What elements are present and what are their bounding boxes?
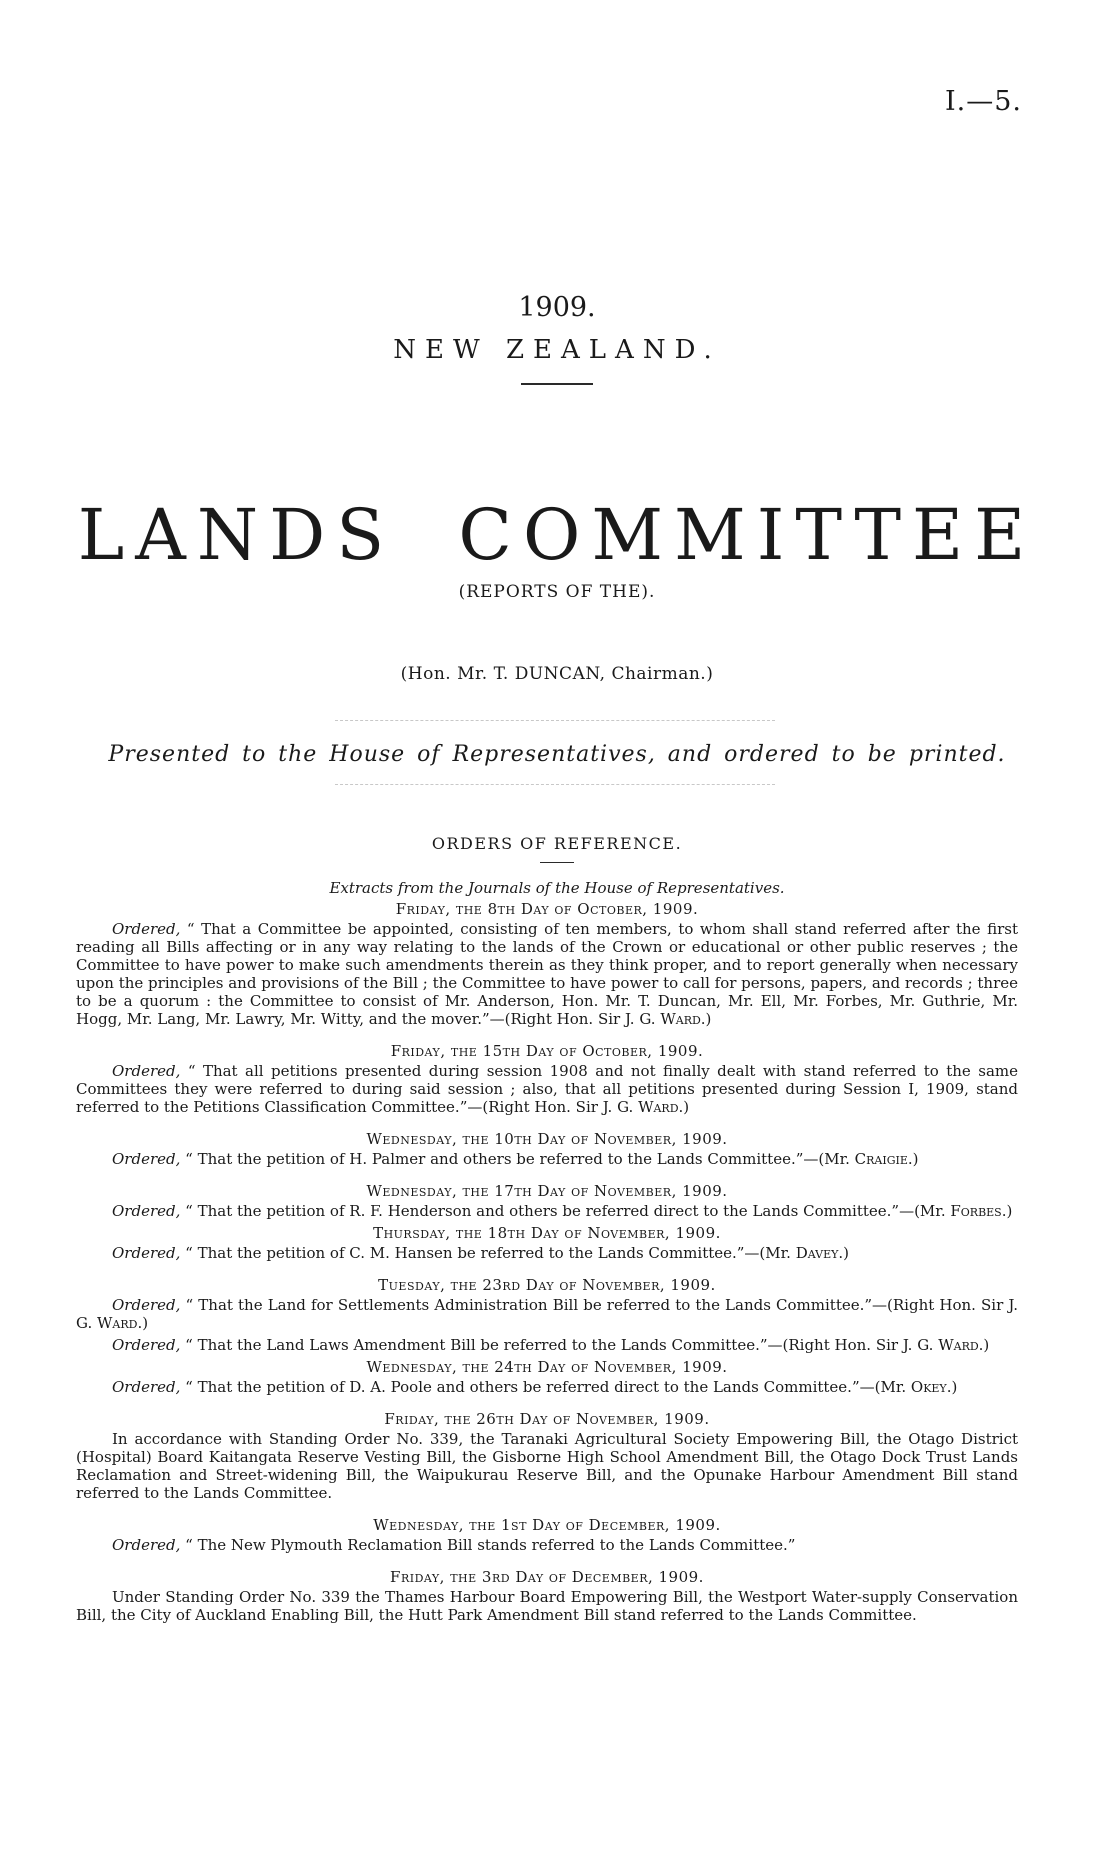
order-entry xyxy=(76,1130,1018,1168)
mover-name: Forbes.) xyxy=(950,1202,1013,1220)
extracts-heading: Extracts from the Journals of the House of Representatives. xyxy=(329,879,785,897)
order-entry xyxy=(76,1276,1018,1354)
entry-date: Wednesday, the 24th Day of November, 1909. xyxy=(366,1358,728,1376)
entry-text: Ordered, “ That all petitions presented during session 1908 and not finally dealt with stand referred to the same Committees they were referred to during said session ; also, that all petitions presented during Session I, 1909, stand referred to the Petitions Classification Committee.”—(Right Hon. Sir J. G. Ward.) xyxy=(76,1062,1018,1116)
entry-text: Ordered, “ That the petition of C. M. Hansen be referred to the Lands Committee.”—(Mr. Davey.) xyxy=(112,1244,849,1262)
order-entry xyxy=(76,1224,1018,1262)
ordered-label: Ordered, xyxy=(112,1062,181,1080)
ordered-label: Ordered, xyxy=(112,1336,181,1354)
mover-name: Davey.) xyxy=(795,1244,849,1262)
divider-rule xyxy=(540,862,574,863)
entry-text: Ordered, “ The New Plymouth Reclamation Bill stands referred to the Lands Committee.” xyxy=(112,1536,796,1554)
ordered-label: Ordered, xyxy=(112,1150,181,1168)
mover-name: Ward.) xyxy=(96,1314,149,1332)
entry-date: Thursday, the 18th Day of November, 1909. xyxy=(373,1224,721,1242)
ordered-label: Ordered, xyxy=(112,920,181,938)
ordered-label: Ordered, xyxy=(112,1244,181,1262)
ordered-label: Ordered, xyxy=(112,1202,181,1220)
mover-name: Okey.) xyxy=(910,1378,958,1396)
order-entry xyxy=(76,1568,1018,1624)
order-entry xyxy=(76,1358,1018,1396)
order-entry xyxy=(76,1042,1018,1116)
entry-date: Friday, the 15th Day of October, 1909. xyxy=(390,1042,704,1060)
mover-name: Ward.) xyxy=(938,1336,990,1354)
page-subtitle: (REPORTS OF THE). xyxy=(458,582,656,602)
page-title: LANDS COMMITTEE xyxy=(77,494,1037,576)
mover-name: Craigie.) xyxy=(854,1150,919,1168)
entry-text: Ordered, “ That the petition of H. Palmer and others be referred to the Lands Committee.”—(Mr. Craigie.) xyxy=(112,1150,919,1168)
chairman-line: (Hon. Mr. T. DUNCAN, Chairman.) xyxy=(400,664,714,684)
entry-date: Wednesday, the 10th Day of November, 1909. xyxy=(366,1130,728,1148)
ordered-label: Ordered, xyxy=(112,1296,181,1314)
entry-text: In accordance with Standing Order No. 339, the Taranaki Agricultural Society Empowering Bill, the Otago District (Hospital) Board Kaitangata Reserve Vesting Bill, the Gisborne High School Amendment Bill, the Otago Dock Trust Lands Reclamation and Street-widening Bill, the Waipukurau Reserve Bill, and the Opunake Harbour Amendment Bill stand referred to the Lands Committee. xyxy=(76,1430,1018,1502)
entry-text: Under Standing Order No. 339 the Thames Harbour Board Empowering Bill, the Westport Water-supply Conservation Bill, the City of Auckland Enabling Bill, the Hutt Park Amendment Bill stand referred to the Lands Committee. xyxy=(76,1588,1018,1624)
page-reference: I.—5. xyxy=(944,86,1022,117)
entry-text: Ordered, “ That the Land for Settlements Administration Bill be referred to the Lands Committee.”—(Right Hon. Sir J. G. Ward.) xyxy=(76,1296,1018,1332)
order-entry xyxy=(76,900,1018,1028)
mover-name: Ward.) xyxy=(660,1010,712,1028)
entry-date: Friday, the 8th Day of October, 1909. xyxy=(395,900,699,918)
entry-text: Ordered, “ That the petition of D. A. Poole and others be referred direct to the Lands Committee.”—(Mr. Okey.) xyxy=(112,1378,958,1396)
divider-rule xyxy=(521,383,593,385)
mover-name: Ward.) xyxy=(638,1098,690,1116)
order-entry xyxy=(76,1182,1018,1220)
entry-date: Tuesday, the 23rd Day of November, 1909. xyxy=(378,1276,716,1294)
entry-text: Ordered, “ That the Land Laws Amendment Bill be referred to the Lands Committee.”—(Right Hon. Sir J. G. Ward.) xyxy=(112,1336,990,1354)
entry-date: Wednesday, the 17th Day of November, 1909. xyxy=(366,1182,728,1200)
country-heading: NEW ZEALAND. xyxy=(393,335,721,365)
entry-date: Friday, the 26th Day of November, 1909. xyxy=(384,1410,710,1428)
order-entry xyxy=(76,1516,1018,1554)
orders-list xyxy=(76,900,1018,1638)
ordered-label: Ordered, xyxy=(112,1536,181,1554)
report-year: 1909. xyxy=(518,292,596,323)
orders-heading: ORDERS OF REFERENCE. xyxy=(431,834,683,853)
entry-date: Friday, the 3rd Day of December, 1909. xyxy=(390,1568,704,1586)
faint-divider xyxy=(335,720,775,721)
ordered-label: Ordered, xyxy=(112,1378,181,1396)
order-entry xyxy=(76,1410,1018,1502)
faint-divider xyxy=(335,784,775,785)
entry-date: Wednesday, the 1st Day of December, 1909. xyxy=(373,1516,721,1534)
presented-line: Presented to the House of Representatives, and ordered to be printed. xyxy=(108,742,1006,767)
entry-text: Ordered, “ That a Committee be appointed, consisting of ten members, to whom shall stand referred after the first reading all Bills affecting or in any way relating to the lands of the Crown or educational or other public reserves ; the Committee to have power to make such amendments therein as they think proper, and to report generally when necessary upon the principles and provisions of the Bill ; the Committee to have power to call for persons, papers, and records ; three to be a quorum : the Committee to consist of Mr. Anderson, Hon. Mr. T. Duncan, Mr. Ell, Mr. Forbes, Mr. Guthrie, Mr. Hogg, Mr. Lang, Mr. Lawry, Mr. Witty, and the mover.”—(Right Hon. Sir J. G. Ward.) xyxy=(76,920,1018,1028)
entry-text: Ordered, “ That the petition of R. F. Henderson and others be referred direct to the Lands Committee.”—(Mr. Forbes.) xyxy=(112,1202,1013,1220)
